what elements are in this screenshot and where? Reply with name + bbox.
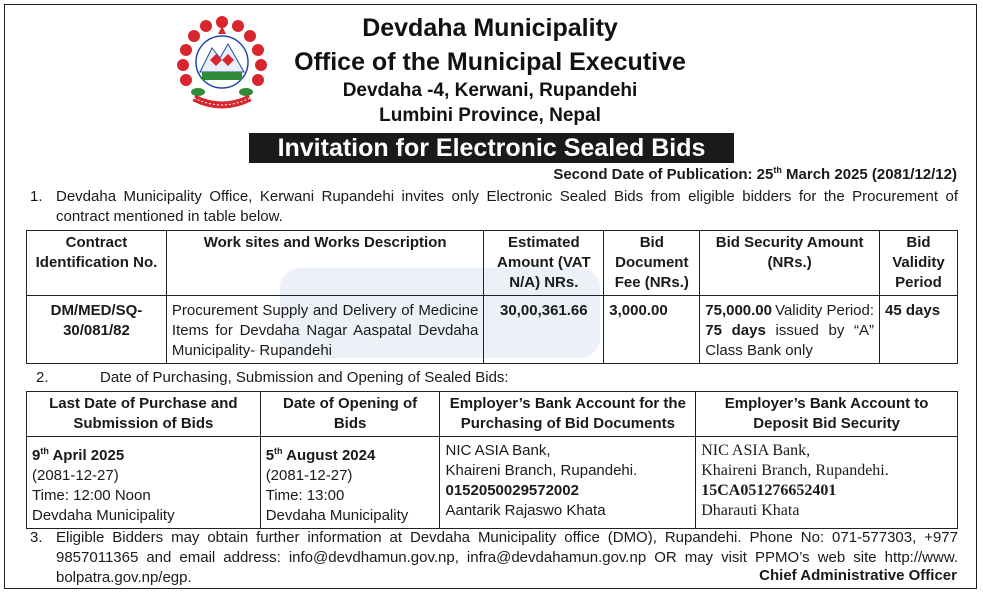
header-security-account: Employer’s Bank Account to Deposit Bid Security xyxy=(696,392,958,437)
security-validity-days: 75 days xyxy=(705,322,766,339)
purchase-account-cell: NIC ASIA Bank, Khaireni Branch, Rupandehi. 0152050029572002 Aantarik Rajaswo Khata xyxy=(440,437,696,529)
table-row xyxy=(27,296,958,364)
schedule-table-header-row xyxy=(27,392,958,437)
signature-title: Chief Administrative Officer xyxy=(759,567,957,584)
security-validity-label: Validity Period: xyxy=(775,302,874,319)
office-name: Office of the Municipal Executive xyxy=(294,48,686,76)
header-estimated-amount: Estimated Amount (VAT N/A) NRs. xyxy=(484,231,604,296)
address: Devdaha -4, Kerwani, Rupandehi xyxy=(342,80,638,101)
item-2-number: 2. xyxy=(36,369,49,386)
table-row xyxy=(27,437,958,529)
province: Lumbini Province, Nepal xyxy=(379,105,601,126)
opening-date-cell: 5th August 2024 (2081-12-27) Time: 13:00 Devdaha Municipality xyxy=(260,437,440,529)
header-bid-security: Bid Security Amount (NRs.) xyxy=(700,231,880,296)
item-3-text: Eligible Bidders may obtain further information at Devdaha Municipality office (DMO), Rupandehi. Phone No: 071-577303, +977 9857011365 and email address: info@devdhamun.gov.np, infra@devdahamun.gov.np OR may visit PPMO’s web site http://www. bolpatra.gov.np/egp. xyxy=(56,529,958,586)
schedule-table xyxy=(26,391,958,529)
header-bid-validity: Bid Validity Period xyxy=(880,231,958,296)
header-contract-id: Contract Identification No. xyxy=(27,231,167,296)
municipality-name: Devdaha Municipality xyxy=(362,14,618,42)
header-opening-date: Date of Opening of Bids xyxy=(260,392,440,437)
header-purchase-account: Employer’s Bank Account for the Purchasing of Bid Documents xyxy=(440,392,696,437)
contract-table xyxy=(26,230,958,364)
nepal-emblem-logo xyxy=(172,14,272,114)
notice-title-banner: Invitation for Electronic Sealed Bids xyxy=(249,133,734,163)
security-issued-by: issued by “A” Class Bank only xyxy=(705,322,875,359)
contract-table-header-row xyxy=(27,231,958,296)
contract-id: DM/MED/SQ-30/081/82 xyxy=(27,296,167,364)
work-description: Procurement Supply and Delivery of Medicine Items for Devdaha Nagar Aaspatal Devdaha Municipality- Rupandehi xyxy=(166,296,483,364)
item-2-text: Date of Purchasing, Submission and Opening of Sealed Bids: xyxy=(100,369,509,386)
security-amount-value: 75,000.00 xyxy=(705,302,772,319)
bid-validity: 45 days xyxy=(880,296,958,364)
security-account-cell: NIC ASIA Bank, Khaireni Branch, Rupandehi. 15CA051276652401 Dharauti Khata xyxy=(696,437,958,529)
item-1-text: Devdaha Municipality Office, Kerwani Rupandehi invites only Electronic Sealed Bids from eligible bidders for the Procurement of contract mentioned in table below. xyxy=(56,188,958,225)
item-3-number: 3. xyxy=(30,529,43,546)
last-date-cell: 9th April 2025 (2081-12-27) Time: 12:00 Noon Devdaha Municipality xyxy=(27,437,261,529)
bid-document-fee: 3,000.00 xyxy=(604,296,700,364)
header-bid-document-fee: Bid Document Fee (NRs.) xyxy=(604,231,700,296)
estimated-amount: 30,00,361.66 xyxy=(484,296,604,364)
item-1-number: 1. xyxy=(30,188,43,205)
bid-security-amount xyxy=(700,296,880,364)
publication-date: Second Date of Publication: 25th March 2025 (2081/12/12) xyxy=(553,165,957,183)
header-description: Work sites and Works Description xyxy=(166,231,483,296)
header-last-date: Last Date of Purchase and Submission of Bids xyxy=(27,392,261,437)
